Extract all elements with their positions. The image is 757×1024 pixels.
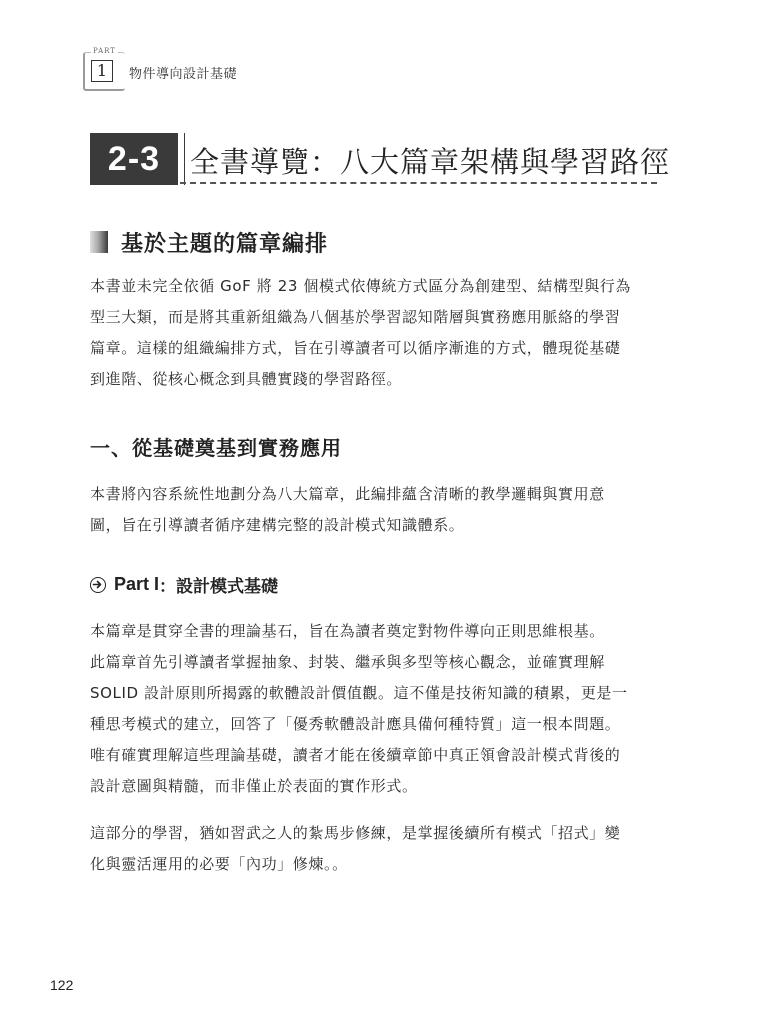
paragraph-line: 圖，旨在引導讀者循序建構完整的設計模式知識體系。 — [90, 516, 465, 534]
subsection-heading: 一、從基礎奠基到實務應用 — [90, 436, 342, 460]
heading-marker-icon — [90, 231, 108, 253]
section-number: 2-3 — [90, 133, 178, 185]
part-number: 1 — [91, 60, 113, 82]
intro-paragraph — [90, 271, 670, 395]
paragraph-line: 化與靈活運用的必要「內功」修煉。。 — [90, 855, 348, 873]
circle-arrow-right-icon — [90, 577, 106, 593]
subsection-paragraph — [90, 479, 670, 541]
paragraph-line: SOLID 設計原則所揭露的軟體設計價值觀。這不僅是技術知識的積累，更是一 — [90, 684, 628, 702]
page-number: 122 — [50, 977, 74, 993]
part-badge — [83, 46, 127, 90]
paragraph-line: 設計意圖與精髓，而非僅止於表面的實作形式。 — [90, 777, 418, 795]
paragraph-line: 篇章。這樣的組織編排方式，旨在引導讀者可以循序漸進的方式，體現從基礎 — [90, 339, 621, 357]
paragraph-line: 此篇章首先引導讀者掌握抽象、封裝、繼承與多型等核心觀念，並確實理解 — [90, 653, 605, 671]
paragraph-line: 唯有確實理解這些理論基礎，讀者才能在後續章節中真正領會設計模式背後的 — [90, 746, 621, 764]
part-word: PART — [93, 47, 116, 55]
part-heading — [90, 572, 278, 597]
paragraph-line: 本書將內容系統性地劃分為八大篇章，此編排蘊含清晰的教學邏輯與實用意 — [90, 485, 605, 503]
paragraph-line: 這部分的學習，猶如習武之人的紮馬步修練，是掌握後續所有模式「招式」變 — [90, 824, 621, 842]
section-dashed-rule — [180, 182, 657, 184]
paragraph-line: 型三大類，而是將其重新組織為八個基於學習認知階層與實務應用脈絡的學習 — [90, 308, 621, 326]
paragraph-line: 本篇章是貫穿全書的理論基石，旨在為讀者奠定對物件導向正則思維根基。 — [90, 622, 605, 640]
paragraph-line: 種思考模式的建立，回答了「優秀軟體設計應具備何種特質」這一根本問題。 — [90, 715, 621, 733]
section-title: 全書導覽：八大篇章架構與學習路徑 — [190, 145, 671, 179]
paragraph-line: 本書並未完全依循 GoF 將 23 個模式依傳統方式區分為創建型、結構型與行為 — [90, 277, 631, 295]
part-paragraph-1 — [90, 616, 670, 802]
paragraph-line: 到進階、從核心概念到具體實踐的學習路徑。 — [90, 370, 403, 388]
section-divider — [178, 133, 185, 185]
part-label: Part I — [114, 574, 160, 594]
topic-heading: 基於主題的篇章編排 — [121, 232, 329, 257]
part-heading-title: ：設計模式基礎 — [159, 577, 279, 597]
running-header-title: 物件導向設計基礎 — [129, 67, 238, 82]
part-paragraph-2 — [90, 818, 670, 880]
